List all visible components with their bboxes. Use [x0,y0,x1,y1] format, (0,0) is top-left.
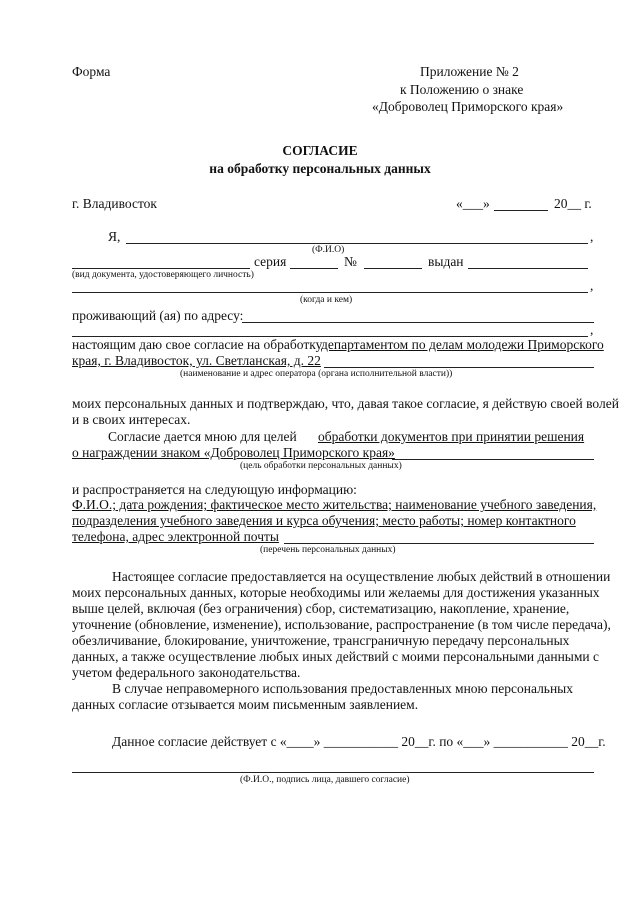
issued-label: выдан [428,254,464,269]
fio-caption: (Ф.И.О) [312,245,345,255]
purpose-line [392,459,594,460]
info-line-2: подразделения учебного заведения и курса обучения; место работы; номер контактного [72,513,576,528]
issued-line[interactable] [468,268,588,269]
address-comma: , [590,322,594,337]
info-line-3: телефона, адрес электронной почты [72,529,279,544]
body-p1-line-2: моих персональных данных, которые необходимы или желаемы для достижения указанных [72,585,600,600]
operator-name-2: края, г. Владивосток, ул. Светланская, д. 22 [72,353,321,368]
purpose-caption: (цель обработки персональных данных) [240,461,402,471]
address-line[interactable] [242,322,594,323]
purpose-text-1: обработки документов при принятии решения [318,429,585,444]
number-line[interactable] [364,268,422,269]
consent-line-2: и в своих интересах. [72,412,191,427]
appendix-regulation: к Положению о знаке [400,82,524,97]
consent-line-1: моих персональных данных и подтверждаю, что, давая такое согласие, я действую своей волей [72,396,619,411]
city: г. Владивосток [72,196,157,211]
body-p1-line-7: учетом федерального законодательства. [72,665,301,680]
operator-lead: настоящим даю свое согласие на обработку [72,337,323,352]
validity-text: Данное согласие действует с «____» ___________ 20__г. по «___» ___________ 20__г. [112,734,606,749]
fio-comma: , [590,229,594,244]
number-label: № [344,254,357,269]
body-p1-line-4: уточнение (обновление, изменение), использование, распространение (в том числе передача), [72,617,611,632]
fio-line[interactable] [126,243,588,244]
purpose-lead: Согласие дается мною для целей [108,429,297,444]
doc-type-line[interactable] [72,268,250,269]
issued-caption: (когда и кем) [300,295,353,305]
issued-comma: , [590,278,594,293]
info-lead: и распространяется на следующую информацию: [72,482,357,497]
body-p1-line-3: выше целей, включая (без ограничения) сбор, систематизацию, накопление, хранение, [72,601,570,616]
doc-caption: (вид документа, удостоверяющего личность) [72,270,254,280]
info-line-1: Ф.И.О.; дата рождения; фактическое место жительства; наименование учебного заведения, [72,497,597,512]
series-label: серия [254,254,287,269]
appendix-badge-name: «Доброволец Приморского края» [372,99,564,114]
document-title: СОГЛАСИЕ [282,143,358,158]
signature-line[interactable] [72,772,594,773]
date-year: 20__ г. [554,196,592,211]
document-subtitle: на обработку персональных данных [209,161,431,176]
body-p2-line-2: данных согласие отзывается моим письменным заявлением. [72,697,419,712]
signature-caption: (Ф.И.О., подпись лица, давшего согласие) [240,775,410,785]
body-p1-line-5: обезличивание, блокирование, уничтожение, трансграничную передачу персональных [72,633,570,648]
issued-by-line[interactable] [72,292,588,293]
form-label: Форма [72,64,111,79]
purpose-text-2: о награждении знаком «Доброволец Приморского края» [72,445,395,460]
body-p1-line-6: данных, а также осуществление любых иных действий с моими персональными данными с [72,649,600,664]
date-day: «___» [456,196,490,211]
info-line [284,543,594,544]
operator-caption: (наименование и адрес оператора (органа исполнительной власти)) [180,369,453,379]
body-p2-line-1: В случае неправомерного использования предоставленных мною персональных [112,681,574,696]
ya-label: Я, [108,229,121,244]
date-month-line[interactable] [494,210,548,211]
address-label: проживающий (ая) по адресу: [72,308,244,323]
info-caption: (перечень персональных данных) [260,545,396,555]
operator-line [324,367,594,368]
series-line[interactable] [290,268,338,269]
appendix-number: Приложение № 2 [420,64,519,79]
body-p1-line-1: Настоящее согласие предоставляется на осуществление любых действий в отношении [112,569,611,584]
operator-name-1: департаментом по делам молодежи Приморского [321,337,604,352]
